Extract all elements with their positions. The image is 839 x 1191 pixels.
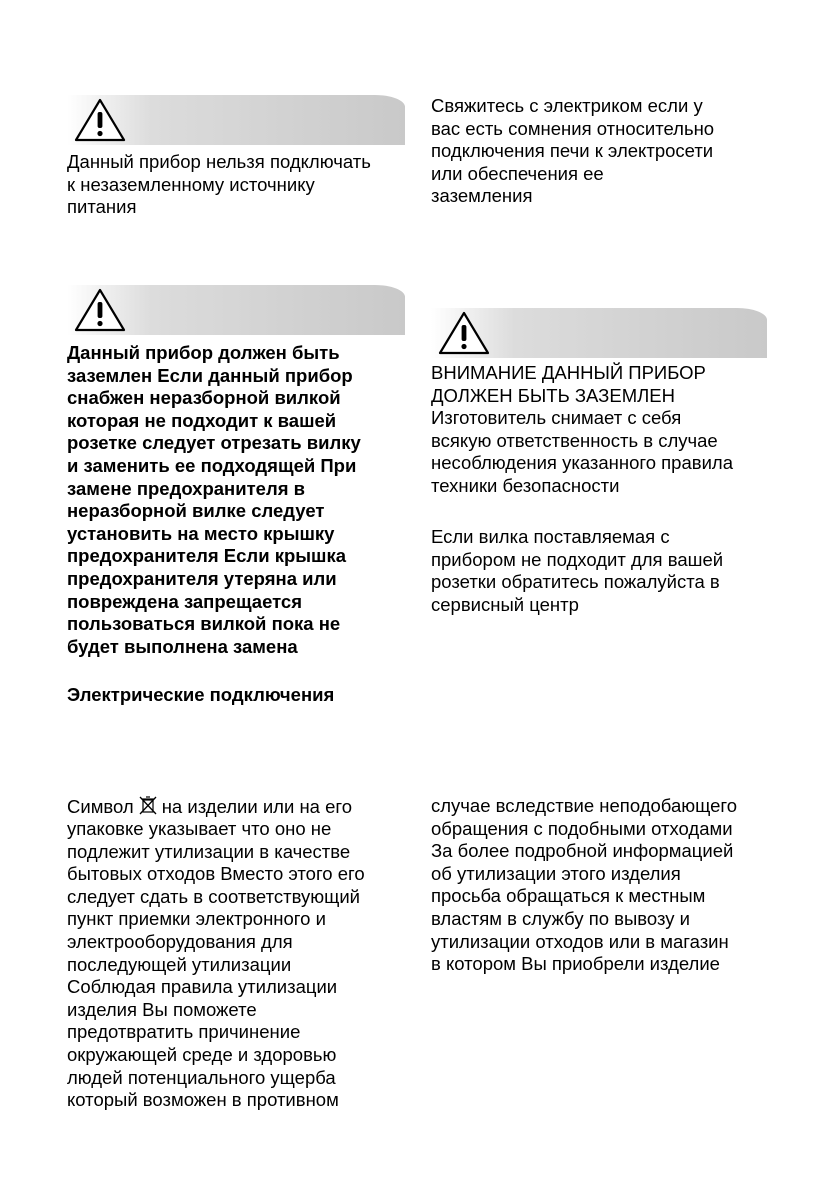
- warning-text-ungrounded: Данный прибор нельзя подключать к незаземленному источнику питания: [67, 151, 371, 218]
- warning-banner-3: [431, 308, 767, 358]
- symbol-word: Символ: [67, 796, 134, 817]
- liability-text: Изготовитель снимает с себя всякую ответственность в случае несоблюдения указанного правила техники безопасности: [431, 407, 734, 496]
- warning-triangle-icon: [437, 310, 491, 356]
- warning-banner-1: [67, 95, 405, 145]
- section-heading: Электрические подключения: [67, 684, 335, 705]
- contact-electrician-text: Свяжитесь с электриком если у вас есть сомнения относительно подключения печи к электросети или обеспечения ее заземления: [431, 95, 715, 207]
- crossed-bin-icon: [138, 795, 158, 815]
- disposal-text-continued: случае вследствие неподобающего обращения с подобными отходами За более подробной информацией об утилизации этого изделия просьба обращаться к местным властям в службу по вывозу и утилизации отходов или в магазин в котором Вы приобрели изделие: [431, 795, 738, 975]
- warning-triangle-icon: [73, 287, 127, 333]
- warning-triangle-icon: [73, 97, 127, 143]
- disposal-first-line: [67, 795, 412, 819]
- grounding-warning-bold: Данный прибор должен быть заземлен Если данный прибор снабжен неразборной вилкой которая не подходит к вашей розетке следует отрезать вилку и заменить ее подходящей При замене предохранителя в неразборной вилке следует установить на место крышку предохранителя Если крышка предохранителя утеряна или повреждена запрещается пользоваться вилкой пока не будет выполнена замена: [67, 342, 361, 657]
- disposal-text: упаковке указывает что оно не подлежит утилизации в качестве бытовых отходов Вместо этого его следует сдать в соответствующий пункт приемки электронного и электрооборудования для последующей утилизации Соблюдая правила утилизации изделия Вы поможете предотвратить причинение окружающей среде и здоровью людей потенциального ущерба который возможен в противном: [67, 818, 365, 1111]
- plug-text: Если вилка поставляемая с прибором не подходит для вашей розетки обратитесь пожалуйста в сервисный центр: [431, 526, 724, 615]
- attention-text: ВНИМАНИЕ ДАННЫЙ ПРИБОР ДОЛЖЕН БЫТЬ ЗАЗЕМЛЕН: [431, 362, 706, 406]
- warning-banner-2: [67, 285, 405, 335]
- symbol-rest: на изделии или на его: [161, 796, 353, 817]
